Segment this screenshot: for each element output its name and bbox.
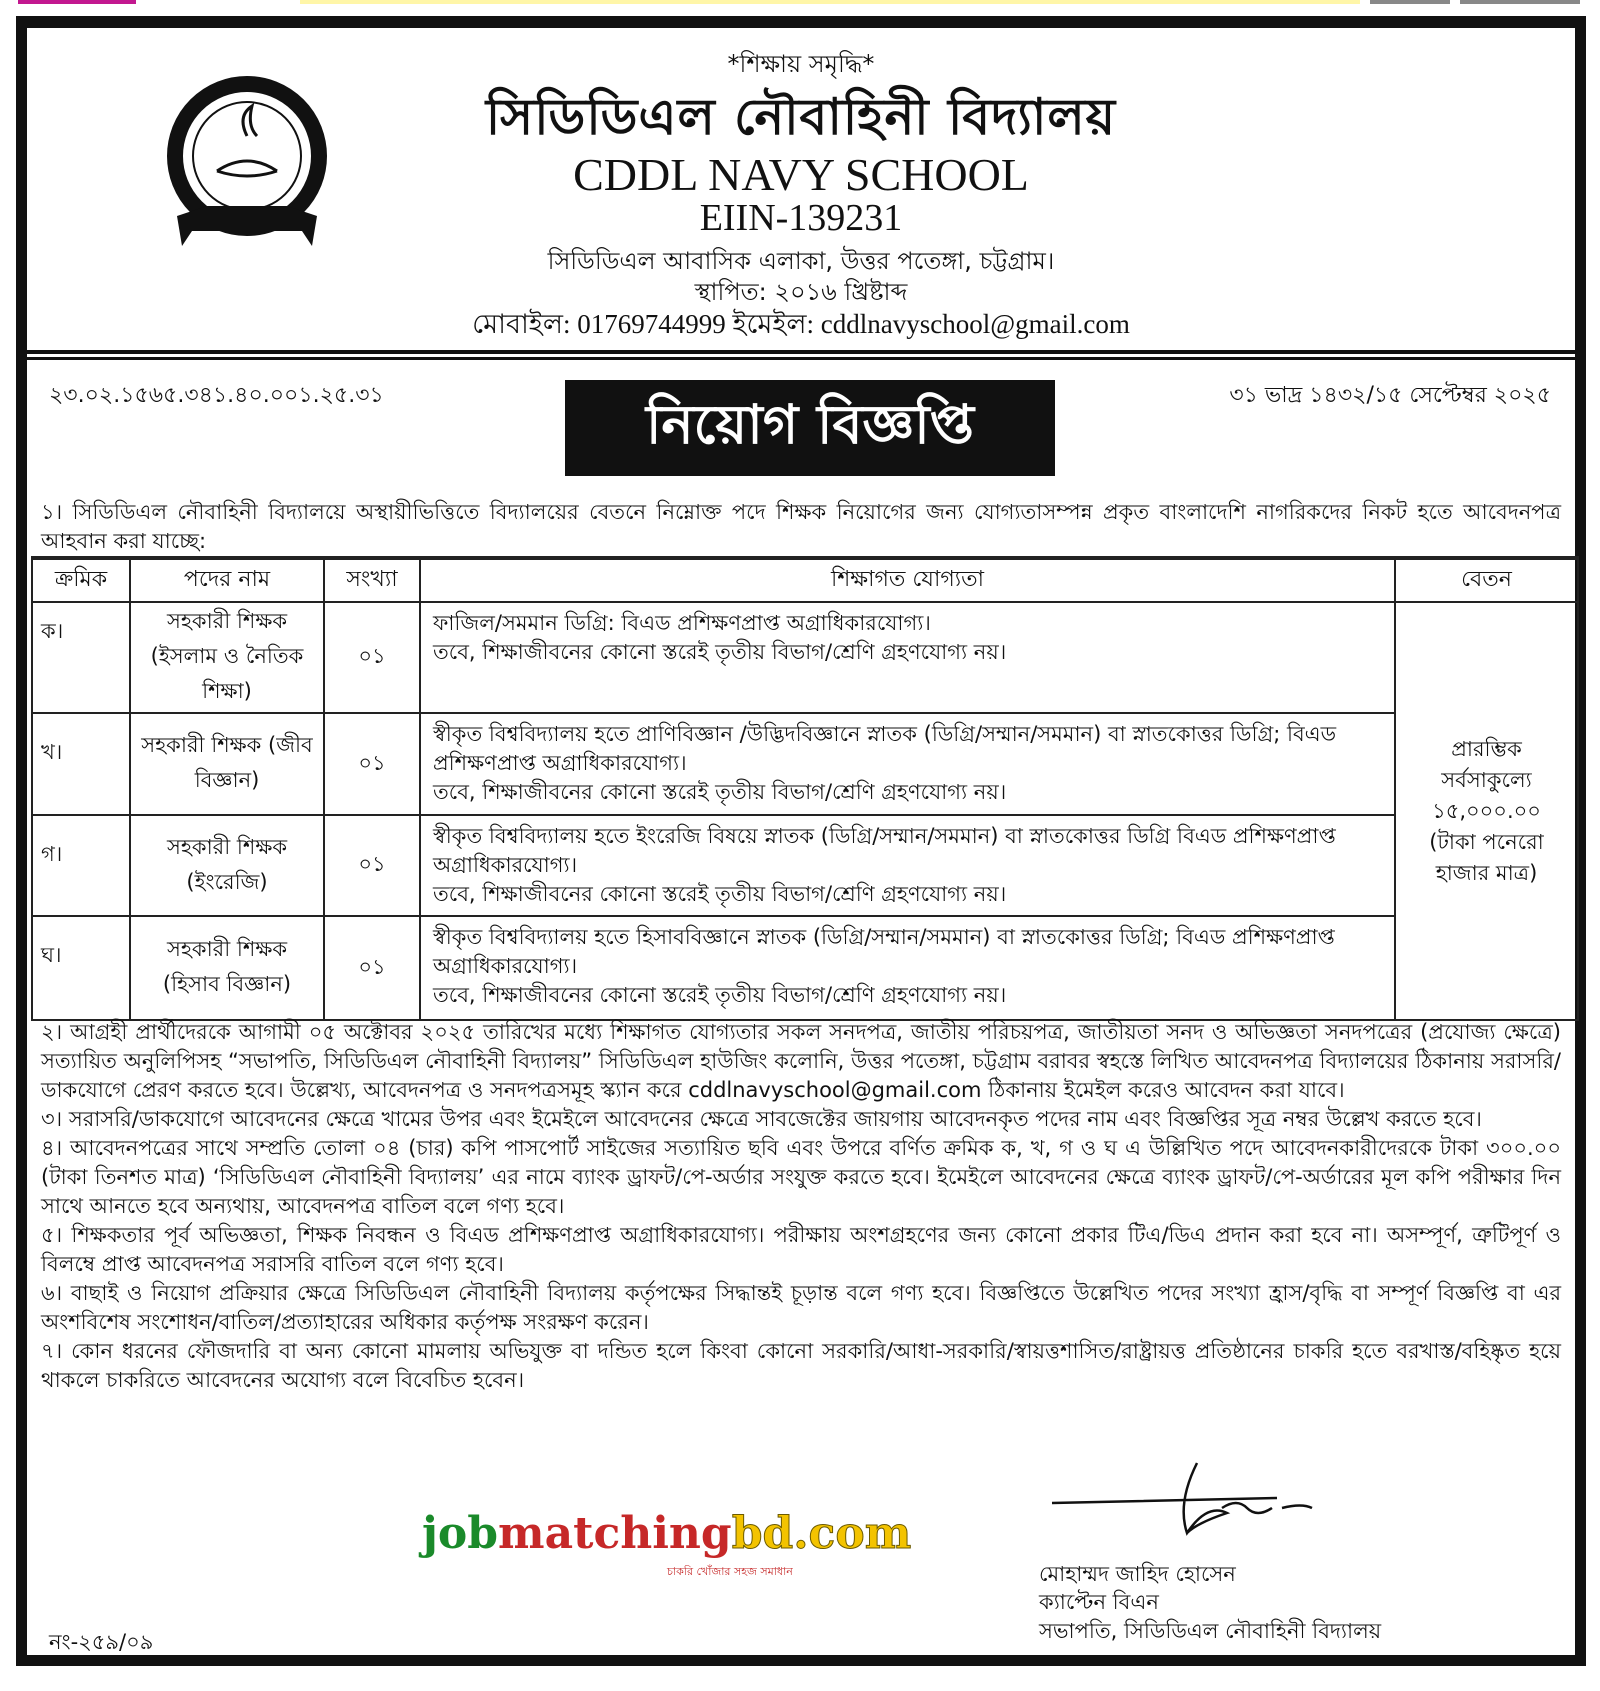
col-count: সংখ্যা: [324, 558, 420, 602]
clause-3: ৩। সরাসরি/ডাকযোগে আবেদনের ক্ষেত্রে খামের উপর এবং ইমেইলে আবেদনের ক্ষেত্রে সাবজেক্টের জায়গায় আবেদনকৃত পদের নাম এবং বিজ্ঞপ্তির সূত্র নম্বর উল্লেখ করতে হবে।: [41, 1107, 1482, 1131]
signatory-rank: ক্যাপ্টেন বিএন: [1039, 1590, 1159, 1614]
top-strip: [1370, 0, 1450, 4]
col-qualification: শিক্ষাগত যোগ্যতা: [420, 558, 1395, 602]
table-row: ঘ। সহকারী শিক্ষক (হিসাব বিজ্ঞান) ০১ স্বীকৃত বিশ্ববিদ্যালয় হতে হিসাববিজ্ঞানে স্নাতক (ডিগ্রি/সম্মান/সমমান) বা স্নাতকোত্তর ডিগ্রি; বিএড প্রশিক্ষণপ্রাপ্ত অগ্রাধিকারযোগ্য। তবে, শিক্ষাজীবনের কোনো স্তরেই তৃতীয় বিভাগ/শ্রেণি গ্রহণযোগ্য নয়।: [32, 916, 1578, 1020]
address: সিডিডিএল আবাসিক এলাকা, উত্তর পতেঙ্গা, চট্টগ্রাম।: [547, 247, 1055, 275]
memo-number: ২৩.০২.১৫৬৫.৩৪১.৪০.০০১.২৫.৩১: [49, 383, 384, 408]
clauses: [41, 1018, 1561, 1395]
table-row: গ। সহকারী শিক্ষক (ইংরেজি) ০১ স্বীকৃত বিশ্ববিদ্যালয় হতে ইংরেজি বিষয়ে স্নাতক (ডিগ্রি/সম্মান/সমমান) বা স্নাতকোত্তর ডিগ্রি বিএড প্রশিক্ষণপ্রাপ্ত অগ্রাধিকারযোগ্য। তবে, শিক্ষাজীবনের কোনো স্তরেই তৃতীয় বিভাগ/শ্রেণি গ্রহণযোগ্য নয়।: [32, 815, 1578, 916]
reference-number: নং-২৫৯/০৯: [49, 1630, 154, 1654]
top-strip: [300, 0, 1360, 4]
watermark-logo: jobmatchingbd.com: [422, 1508, 912, 1559]
signatory-designation: সভাপতি, সিডিডিএল নৌবাহিনী বিদ্যালয়: [1039, 1619, 1382, 1643]
top-strip: [18, 0, 136, 4]
notice-title: নিয়োগ বিজ্ঞপ্তি: [565, 380, 1055, 476]
notice-date: ৩১ ভাদ্র ১৪৩২/১৫ সেপ্টেম্বর ২০২৫: [1229, 383, 1551, 408]
school-name-en: CDDL NAVY SCHOOL: [573, 149, 1029, 200]
table-row: খ। সহকারী শিক্ষক (জীব বিজ্ঞান) ০১ স্বীকৃত বিশ্ববিদ্যালয় হতে প্রাণিবিজ্ঞান /উদ্ভিদবিজ্ঞানে স্নাতক (ডিগ্রি/সম্মান/সমমান) বা স্নাতকোত্তর ডিগ্রি; বিএড প্রশিক্ষণপ্রাপ্ত অগ্রাধিকারযোগ্য। তবে, শিক্ষাজীবনের কোনো স্তরেই তৃতীয় বিভাগ/শ্রেণি গ্রহণযোগ্য নয়।: [32, 713, 1578, 815]
motto: *শিক্ষায় সমৃদ্ধি*: [727, 50, 875, 78]
top-strip: [1460, 0, 1580, 4]
intro-paragraph: ১। সিডিডিএল নৌবাহিনী বিদ্যালয়ে অস্থায়ীভিত্তিতে বিদ্যালয়ের বেতনে নিম্নোক্ত পদে শিক্ষক নিয়োগের জন্য যোগ্যতাসম্পন্ন প্রকৃত বাংলাদেশি নাগরিকদের নিকট হতে আবেদনপত্র আহবান করা যাচ্ছে:: [41, 500, 1561, 553]
col-salary: বেতন: [1395, 558, 1578, 602]
established: স্থাপিত: ২০১৬ খ্রিষ্টাব্দ: [694, 278, 908, 306]
clause-5: ৫। শিক্ষকতার পূর্ব অভিজ্ঞতা, শিক্ষক নিবন্ধন ও বিএড প্রশিক্ষণপ্রাপ্ত অগ্রাধিকারযোগ্য। পরীক্ষায় অংশগ্রহণের জন্য কোনো প্রকার টিএ/ডিএ প্রদান করা হবে না। অসম্পূর্ণ, ত্রুটিপূর্ণ ও বিলম্বে প্রাপ্ত আবেদনপত্র সরাসরি বাতিল বলে গণ্য হবে।: [41, 1223, 1561, 1276]
clause-4: ৪। আবেদনপত্রের সাথে সম্প্রতি তোলা ০৪ (চার) কপি পাসপোর্ট সাইজের সত্যায়িত ছবি এবং উপরে বর্ণিত ক্রমিক ক, খ, গ ও ঘ এ উল্লিখিত পদে আবেদনকারীদেরকে টাকা ৩০০.০০ (টাকা তিনশত মাত্র) ‘সিডিডিএল নৌবাহিনী বিদ্যালয়’ এর নামে ব্যাংক ড্রাফট/পে-অর্ডার সংযুক্ত করতে হবে। ইমেইলে আবেদনের ক্ষেত্রে ব্যাংক ড্রাফট/পে-অর্ডারের মূল কপি পরীক্ষার দিন সাথে আনতে হবে অন্যথায়, আবেদনপত্র বাতিল বলে গণ্য হবে।: [41, 1136, 1561, 1218]
eiin: EIIN-139231: [699, 197, 903, 239]
signature: [1047, 1458, 1347, 1548]
col-serial: ক্রমিক: [32, 558, 130, 602]
notice-frame: [16, 16, 1586, 1666]
clause-6: ৬। বাছাই ও নিয়োগ প্রক্রিয়ার ক্ষেত্রে সিডিডিএল নৌবাহিনী বিদ্যালয় কর্তৃপক্ষের সিদ্ধান্তই চূড়ান্ত বলে গণ্য হবে। বিজ্ঞপ্তিতে উল্লেখিত পদের সংখ্যা হ্রাস/বৃদ্ধি বা সম্পূর্ণ বিজ্ঞপ্তি বা এর অংশবিশেষ সংশোধন/বাতিল/প্রত্যাহারের অধিকার কর্তৃপক্ষ সংরক্ষণ করেন।: [41, 1281, 1561, 1334]
signatory-name: মোহাম্মদ জাহিদ হোসেন: [1039, 1562, 1236, 1586]
col-post: পদের নাম: [130, 558, 324, 602]
table-row: ক। সহকারী শিক্ষক (ইসলাম ও নৈতিক শিক্ষা) ০১ ফাজিল/সমমান ডিগ্রি: বিএড প্রশিক্ষণপ্রাপ্ত অগ্রাধিকারযোগ্য। তবে, শিক্ষাজীবনের কোনো স্তরেই তৃতীয় বিভাগ/শ্রেণি গ্রহণযোগ্য নয়। প্রারম্ভিক সর্বসাকুল্যে ১৫,০০০.০০ (টাকা পনেরো হাজার মাত্র): [32, 602, 1578, 713]
vacancy-table: [31, 556, 1579, 1021]
school-name-bn: সিডিডিএল নৌবাহিনী বিদ্যালয়: [485, 88, 1117, 146]
contact: মোবাইল: 01769744999 ইমেইল: cddlnavyschool@gmail.com: [472, 309, 1130, 339]
divider: [27, 350, 1575, 360]
clause-7: ৭। কোন ধরনের ফৌজদারি বা অন্য কোনো মামলায় অভিযুক্ত বা দন্ডিত হলে কিংবা কোনো সরকারি/আধা-সরকারি/স্বায়ত্তশাসিত/রাষ্ট্রায়ত্ত প্রতিষ্ঠানের চাকরি হতে বরখাস্ত/বহিষ্কৃত হয়ে থাকলে চাকরিতে আবেদনের অযোগ্য বলে বিবেচিত হবেন।: [41, 1339, 1561, 1392]
clause-2: ২। আগ্রহী প্রার্থীদেরকে আগামী ০৫ অক্টোবর ২০২৫ তারিখের মধ্যে শিক্ষাগত যোগ্যতার সকল সনদপত্র, জাতীয় পরিচয়পত্র, জাতীয়তা সনদ ও অভিজ্ঞতা সনদপত্রের (প্রযোজ্য ক্ষেত্রে) সত্যায়িত অনুলিপিসহ “সভাপতি, সিডিডিএল নৌবাহিনী বিদ্যালয়” সিডিডিএল হাউজিং কলোনি, উত্তর পতেঙ্গা, চট্টগ্রাম বরাবর স্বহস্তে লিখিত আবেদনপত্র বিদ্যালয়ের ঠিকানায় সরাসরি/ডাকযোগে প্রেরণ করতে হবে। উল্লেখ্য, আবেদনপত্র ও সনদপত্রসমূহ স্ক্যান করে cddlnavyschool@gmail.com ঠিকানায় ইমেইল করেও আবেদন করা যাবে।: [41, 1020, 1561, 1102]
watermark-tagline: চাকরি খোঁজার সহজ সমাধান: [667, 1565, 793, 1578]
salary: প্রারম্ভিক সর্বসাকুল্যে ১৫,০০০.০০ (টাকা পনেরো হাজার মাত্র): [1395, 602, 1578, 1020]
